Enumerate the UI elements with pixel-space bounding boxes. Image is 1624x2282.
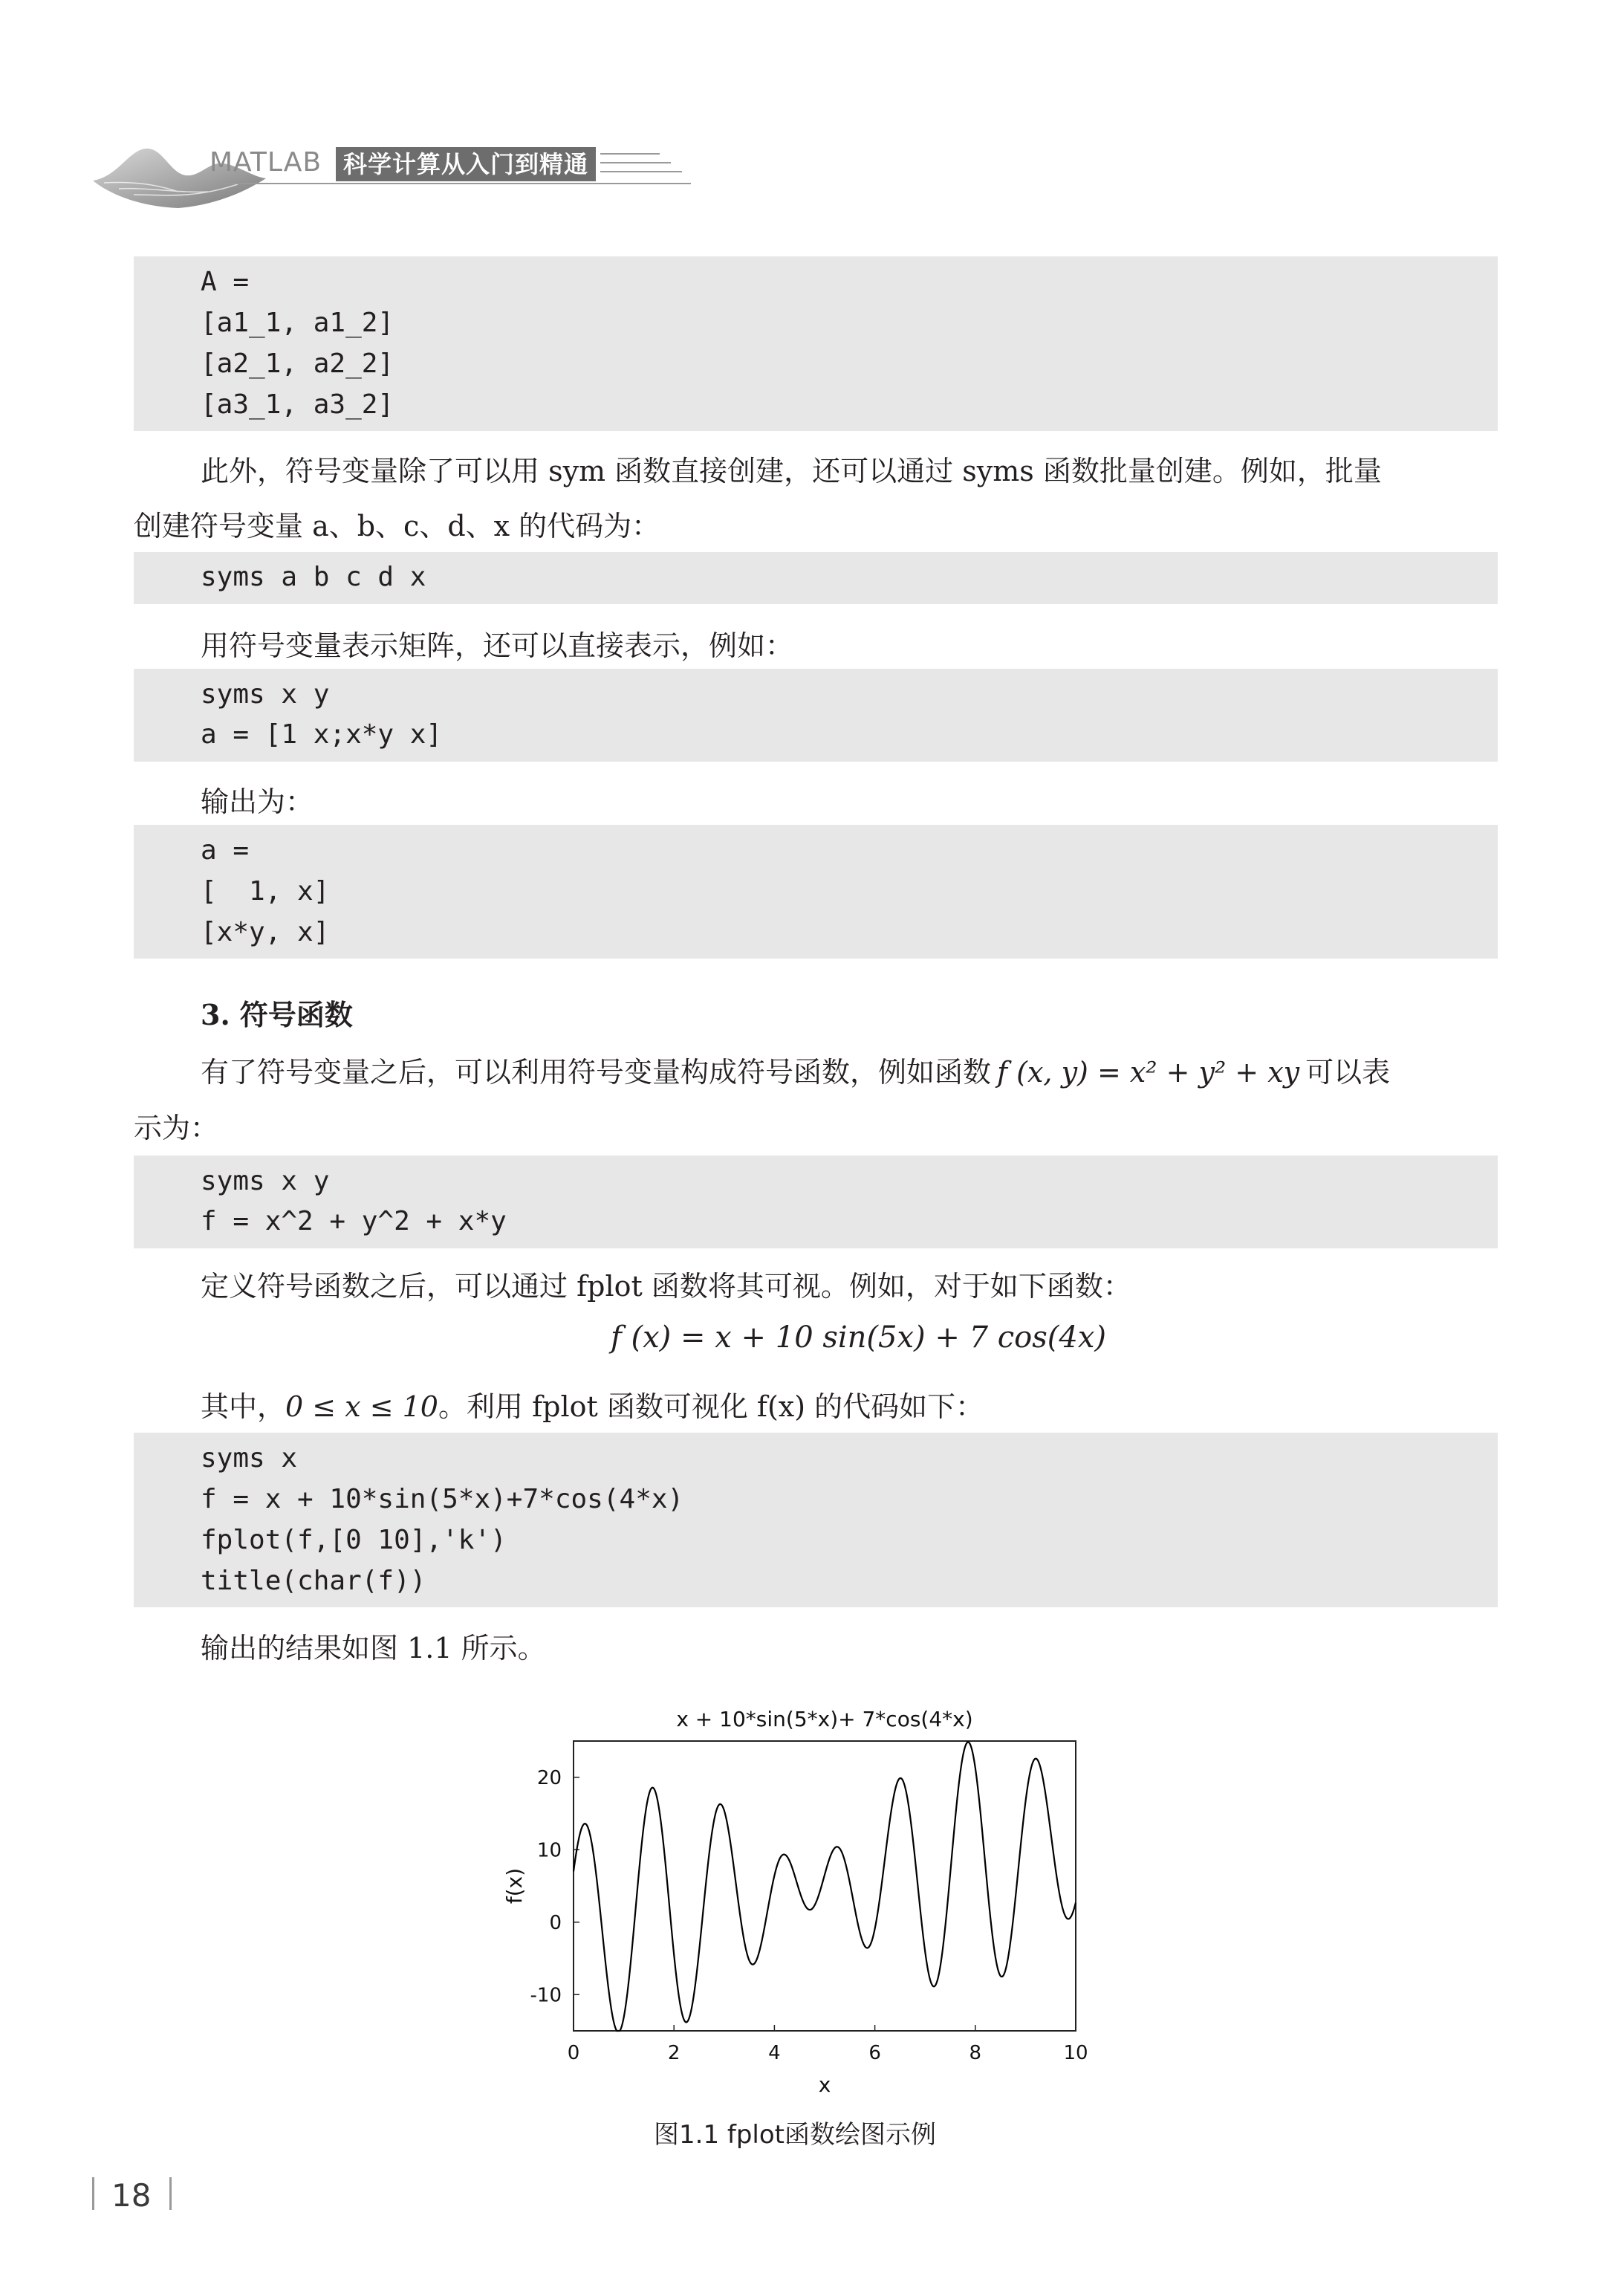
code-line: syms x y [201, 679, 330, 710]
y-tick-label: 0 [549, 1911, 562, 1934]
paragraph: 创建符号变量 a、b、c、d、x 的代码为： [134, 510, 660, 542]
code-block [134, 1433, 1498, 1607]
code-line: [ 1, x] [201, 876, 330, 907]
header-rule [600, 162, 671, 163]
display-equation: f (x) = x + 10 sin(5x) + 7 cos(4x) [611, 1320, 1106, 1355]
paragraph-text: 其中， [201, 1390, 286, 1423]
paragraph: 此外，符号变量除了可以用 sym 函数直接创建，还可以通过 syms 函数批量创建。例如，批量 [201, 455, 1382, 487]
paragraph: 示为： [134, 1112, 219, 1144]
code-block [134, 669, 1498, 762]
figure-caption: 图1.1 fplot函数绘图示例 [654, 2120, 937, 2150]
page-number-divider [169, 2177, 172, 2210]
paragraph: 输出为： [201, 785, 314, 818]
y-tick-label: -10 [530, 1984, 562, 2007]
section-heading: 3. 符号函数 [201, 998, 353, 1031]
y-tick-label: 20 [536, 1766, 562, 1789]
paragraph: 定义符号函数之后，可以通过 fplot 函数将其可视。例如，对于如下函数： [201, 1270, 1131, 1303]
header-rule [600, 153, 660, 155]
code-line: A = [201, 267, 250, 297]
x-tick-label: 4 [768, 2042, 781, 2064]
y-axis-label: f(x) [502, 1867, 527, 1905]
code-line: f = x + 10*sin(5*x)+7*cos(4*x) [201, 1484, 684, 1514]
code-line: fplot(f,[0 10],'k') [201, 1525, 507, 1555]
code-line: syms a b c d x [201, 562, 426, 592]
header-rule [223, 183, 691, 184]
code-line: title(char(f)) [201, 1566, 426, 1596]
brand-title-latin: MATLAB [210, 147, 322, 178]
fplot-chart [475, 1698, 1129, 2114]
x-tick-label: 10 [1063, 2042, 1088, 2064]
code-line: syms x y [201, 1166, 330, 1196]
paragraph: 输出的结果如图 1.1 所示。 [201, 1632, 546, 1665]
code-line: [a2_1, a2_2] [201, 349, 394, 379]
code-block [134, 256, 1498, 431]
code-block [134, 825, 1498, 959]
paragraph-text: 可以表 [1305, 1056, 1391, 1089]
code-line: [a1_1, a1_2] [201, 308, 394, 338]
x-tick-label: 0 [567, 2042, 580, 2064]
chart-title: x + 10*sin(5*x)+ 7*cos(4*x) [676, 1707, 973, 1731]
code-line: syms x [201, 1443, 298, 1474]
inline-math: f (x, y) = x² + y² + xy [997, 1056, 1300, 1089]
code-line: [x*y, x] [201, 917, 330, 947]
x-tick-label: 8 [969, 2042, 982, 2064]
code-block [134, 1155, 1498, 1248]
code-block [134, 552, 1498, 604]
x-tick-label: 2 [667, 2042, 681, 2064]
code-line: a = [1 x;x*y x] [201, 719, 443, 750]
header-rule [600, 171, 682, 172]
code-line: [a3_1, a3_2] [201, 389, 394, 420]
y-tick-label: 10 [536, 1839, 562, 1862]
plot-frame [574, 1741, 1076, 2031]
paragraph-text: 有了符号变量之后，可以利用符号变量构成符号函数，例如函数 [201, 1056, 992, 1089]
x-axis-label: x [818, 2072, 831, 2097]
code-line: f = x^2 + y^2 + x*y [201, 1206, 507, 1236]
y-axis-ticks [530, 1767, 579, 2007]
brand-title-cjk: 科学计算从入门到精通 [336, 147, 596, 181]
paragraph [201, 1049, 1390, 1090]
page-number-divider [92, 2177, 94, 2210]
inline-math: 0 ≤ x ≤ 10 [285, 1390, 438, 1423]
x-tick-label: 6 [868, 2042, 881, 2064]
page-number: 18 [111, 2177, 152, 2214]
paragraph: 用符号变量表示矩阵，还可以直接表示，例如： [201, 629, 794, 662]
code-line: a = [201, 835, 250, 866]
paragraph [201, 1384, 984, 1424]
paragraph-text: 。利用 fplot 函数可视化 f(x) 的代码如下： [438, 1390, 984, 1423]
series-line [574, 1742, 1076, 2031]
